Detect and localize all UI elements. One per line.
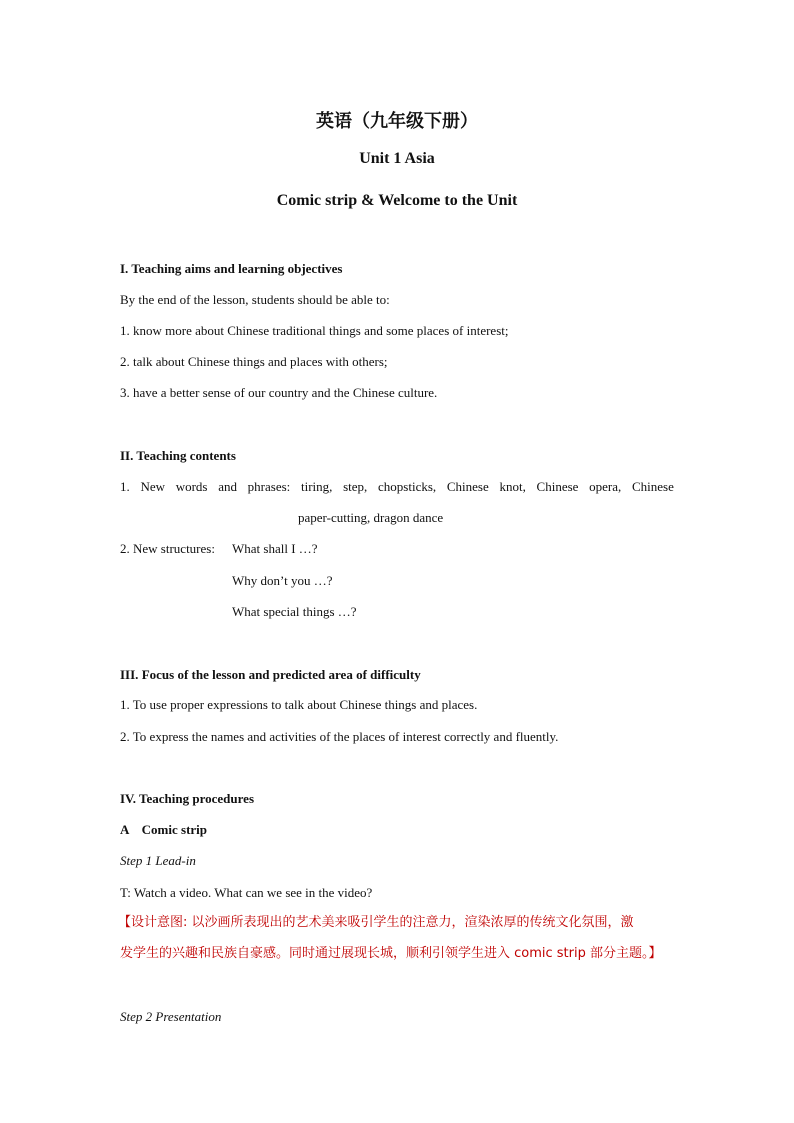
- unit-title: Unit 1 Asia: [359, 150, 435, 167]
- new-words-line-2: paper-cutting, dragon dance: [298, 510, 444, 525]
- lesson-title: Comic strip & Welcome to the Unit: [276, 192, 518, 209]
- section-1-item-2: 2. talk about Chinese things and places with others;: [120, 354, 388, 369]
- section-2-heading: II. Teaching contents: [120, 448, 236, 463]
- document-title: 英语（九年级下册）: [316, 111, 478, 132]
- word-token: Chinese: [446, 479, 489, 494]
- design-note-line-2: 发学生的兴趣和民族自豪感。同时通过展现长城，顺利引领学生进入 comic strip 部分主题。】: [120, 946, 662, 961]
- section-3-heading-text: Focus of the lesson and predicted area of difficulty: [141, 667, 421, 682]
- section-1-intro: By the end of the lesson, students should be able to:: [120, 292, 390, 307]
- structure-3: What special things …?: [232, 604, 357, 619]
- structure-1: What shall I …?: [232, 541, 318, 556]
- section-3-roman: III.: [120, 667, 139, 682]
- section-3-heading: [120, 667, 421, 683]
- section-3-item-1: 1. To use proper expressions to talk about Chinese things and places.: [120, 697, 478, 712]
- comic-strip-subheading: A Comic strip: [120, 822, 208, 837]
- word-token: opera,: [589, 479, 622, 494]
- word-token: words: [175, 479, 208, 494]
- word-token: tiring,: [300, 479, 333, 494]
- section-1-item-3: 3. have a better sense of our country and the Chinese culture.: [120, 385, 438, 400]
- step-2-label: Step 2 Presentation: [120, 1009, 222, 1024]
- word-token: and: [218, 479, 237, 494]
- word-token: phrases:: [247, 479, 291, 494]
- section-1-heading: I. Teaching aims and learning objectives: [120, 261, 343, 276]
- new-words-line: [120, 479, 674, 495]
- word-token: New: [140, 479, 165, 494]
- word-token: step,: [343, 479, 368, 494]
- section-1-item-1: 1. know more about Chinese traditional things and some places of interest;: [120, 323, 509, 338]
- structures-label: 2. New structures:: [120, 541, 215, 556]
- design-note-line-1: 【设计意图: 以沙画所表现出的艺术美来吸引学生的注意力，渲染浓厚的传统文化氛围，激: [118, 915, 634, 930]
- word-token: Chinese: [631, 479, 674, 494]
- word-token: 1.: [120, 479, 130, 494]
- word-token: knot,: [499, 479, 526, 494]
- teacher-prompt: T: Watch a video. What can we see in the video?: [120, 885, 373, 900]
- word-token: Chinese: [536, 479, 579, 494]
- section-4-heading: IV. Teaching procedures: [120, 791, 255, 806]
- step-1-label: Step 1 Lead-in: [120, 853, 196, 868]
- structure-2: Why don’t you …?: [232, 573, 333, 588]
- word-token: chopsticks,: [378, 479, 437, 494]
- section-3-item-2: 2. To express the names and activities of the places of interest correctly and fluently.: [120, 729, 559, 744]
